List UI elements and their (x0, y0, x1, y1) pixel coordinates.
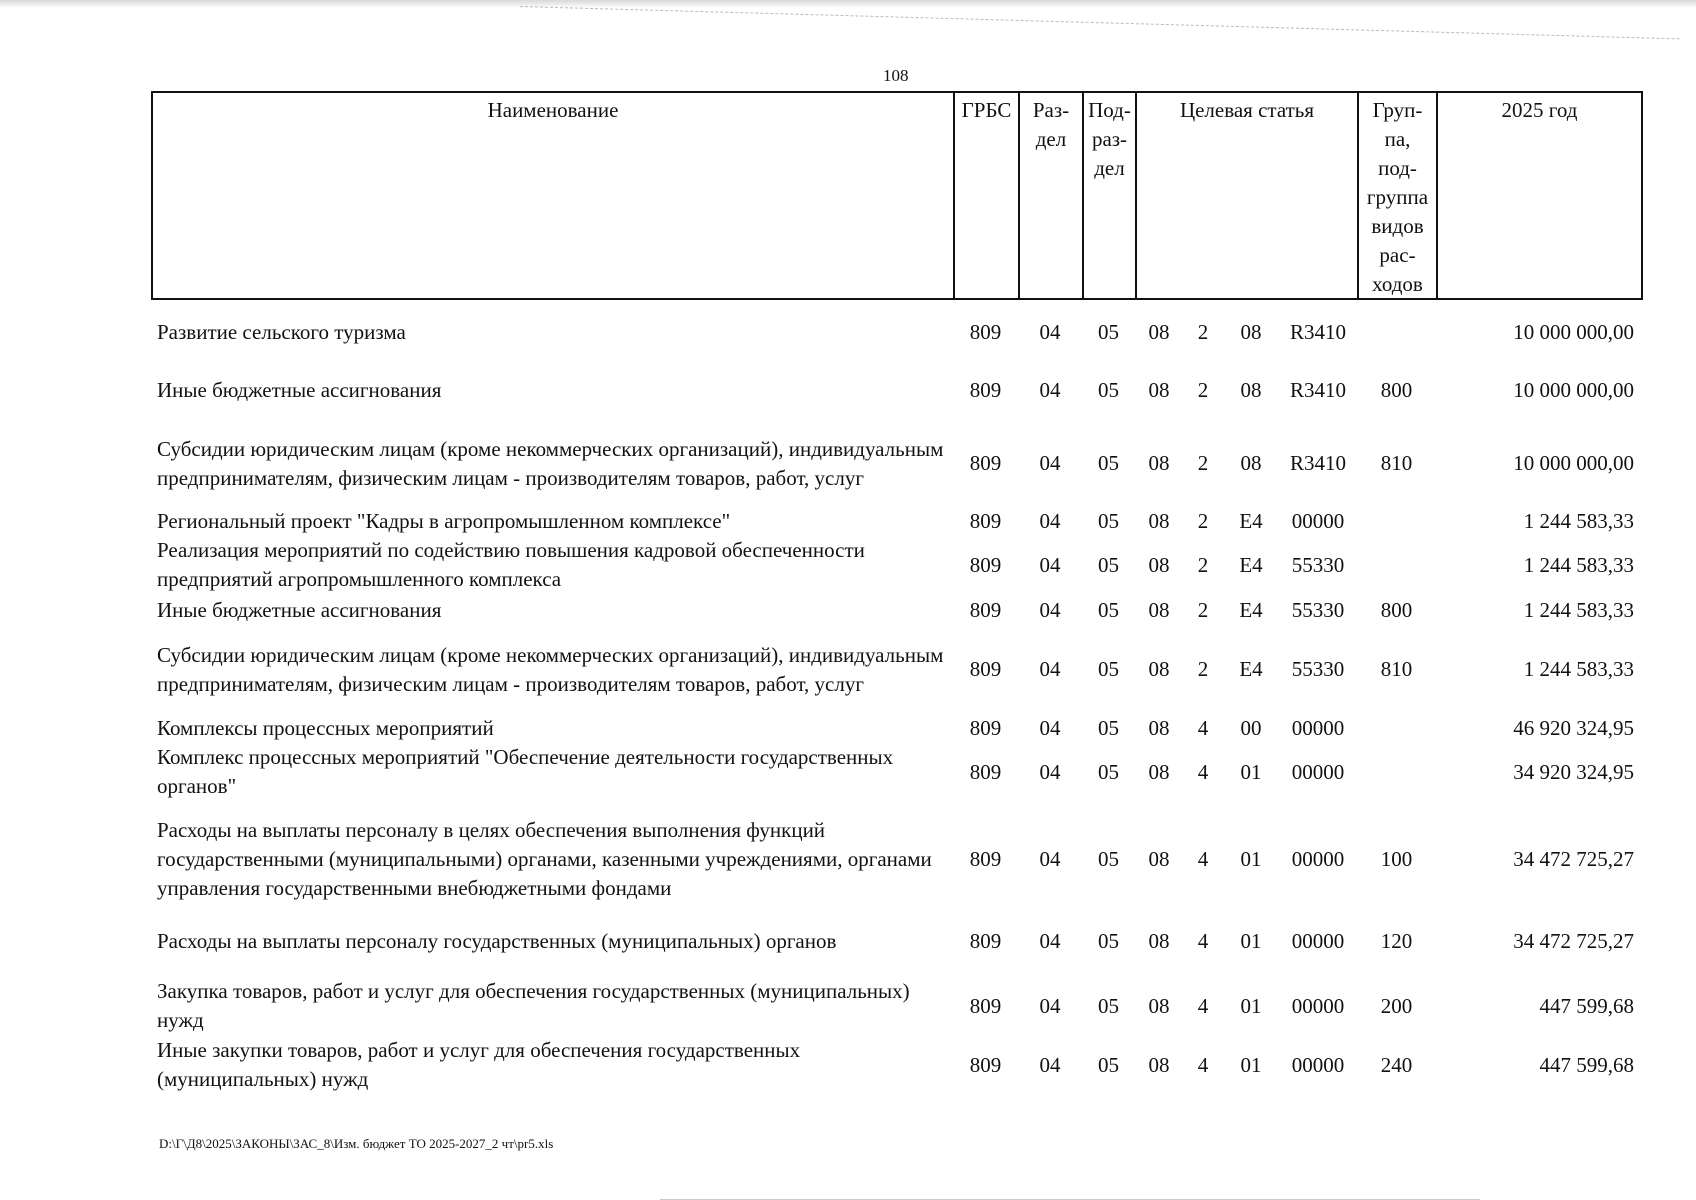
table-row (151, 626, 1643, 713)
cell-grbs: 809 (969, 377, 1002, 402)
cell-razdel: 04 (1039, 1052, 1061, 1077)
cell-expense-group: 100 (1380, 846, 1413, 871)
cell-target-structure: 01 (1240, 846, 1262, 871)
cell-amount-2025: 1 244 583,33 (1523, 657, 1634, 681)
cell-podrazdel: 05 (1098, 759, 1119, 784)
cell-expense-group: 800 (1380, 377, 1413, 402)
cell-razdel: 04 (1039, 552, 1061, 577)
cell-target-structure: 00 (1240, 715, 1262, 740)
cell-expense-group: 800 (1380, 597, 1413, 622)
cell-name: Субсидии юридическим лицам (кроме некоммерческих организаций), индивидуальным предпринимателям, физическим лицам - производителям товаров, работ, услуг (157, 436, 944, 490)
cell-target-structure: Е4 (1239, 508, 1263, 533)
cell-grbs: 809 (969, 715, 1002, 740)
cell-grbs: 809 (969, 657, 1002, 681)
cell-grbs: 809 (969, 552, 1002, 577)
table-row (151, 1036, 1643, 1094)
cell-expense-group (1357, 506, 1436, 536)
table-row (151, 713, 1643, 743)
header-group: Груп- па, под- группа видов рас- ходов (1359, 93, 1438, 298)
cell-target-program: 08 (1148, 597, 1170, 622)
table-row (151, 595, 1643, 625)
cell-name: Закупка товаров, работ и услуг для обеспечения государственных (муниципальных) нужд (157, 979, 910, 1032)
cell-target-structure: 01 (1240, 759, 1262, 784)
table-header (151, 91, 1643, 300)
table-row (151, 815, 1643, 903)
cell-amount-2025: 447 599,68 (1539, 993, 1634, 1018)
cell-target-type: 2 (1197, 657, 1209, 681)
cell-razdel: 04 (1039, 928, 1061, 953)
cell-podrazdel: 05 (1098, 508, 1119, 533)
cell-podrazdel: 05 (1098, 597, 1119, 622)
cell-razdel: 04 (1039, 715, 1061, 740)
cell-target-type: 4 (1197, 928, 1209, 953)
cell-target-program: 08 (1148, 377, 1170, 402)
cell-target-structure: 08 (1240, 451, 1262, 475)
cell-target-direction: 55330 (1291, 657, 1345, 681)
cell-target-type: 2 (1197, 552, 1209, 577)
cell-grbs: 809 (969, 846, 1002, 871)
cell-amount-2025: 10 000 000,00 (1513, 451, 1634, 475)
header-grbs: ГРБС (955, 93, 1020, 298)
cell-name: Иные бюджетные ассигнования (157, 377, 442, 402)
cell-razdel: 04 (1039, 759, 1061, 784)
cell-target-direction: R3410 (1289, 451, 1346, 475)
cell-target-program: 08 (1148, 928, 1170, 953)
cell-grbs: 809 (969, 928, 1002, 953)
footer-file-path: D:\Г\Д8\2025\ЗАКОНЫ\ЗАС_8\Изм. бюджет ТО 2025-2027_2 чт\pr5.xls (159, 1136, 554, 1151)
cell-target-program: 08 (1148, 1052, 1170, 1077)
cell-target-direction: 00000 (1291, 759, 1345, 784)
cell-target-structure: 08 (1240, 319, 1262, 344)
cell-razdel: 04 (1039, 451, 1061, 475)
cell-expense-group (1357, 315, 1436, 349)
cell-name: Региональный проект "Кадры в агропромышленном комплексе" (157, 508, 731, 533)
cell-target-structure: Е4 (1239, 552, 1263, 577)
cell-name: Развитие сельского туризма (157, 319, 406, 344)
cell-target-structure: 01 (1240, 1052, 1262, 1077)
cell-razdel: 04 (1039, 993, 1061, 1018)
cell-razdel: 04 (1039, 508, 1061, 533)
cell-podrazdel: 05 (1098, 377, 1119, 402)
cell-podrazdel: 05 (1098, 715, 1119, 740)
cell-target-type: 4 (1197, 715, 1209, 740)
cell-expense-group: 810 (1380, 657, 1413, 681)
cell-target-structure: 08 (1240, 377, 1262, 402)
cell-target-type: 2 (1197, 597, 1209, 622)
cell-target-type: 4 (1197, 1052, 1209, 1077)
table-row (151, 924, 1643, 958)
cell-target-structure: Е4 (1239, 657, 1263, 681)
cell-target-program: 08 (1148, 993, 1170, 1018)
cell-target-structure: Е4 (1239, 597, 1263, 622)
cell-target-program: 08 (1148, 759, 1170, 784)
cell-podrazdel: 05 (1098, 657, 1119, 681)
cell-expense-group (1357, 743, 1436, 801)
cell-razdel: 04 (1039, 657, 1061, 681)
cell-expense-group: 200 (1380, 993, 1413, 1018)
cell-amount-2025: 10 000 000,00 (1513, 319, 1634, 344)
cell-target-program: 08 (1148, 657, 1170, 681)
cell-name: Расходы на выплаты персоналу государственных (муниципальных) органов (157, 928, 837, 953)
header-podrazdel: Под- раз- дел (1084, 93, 1137, 298)
cell-target-direction: 55330 (1291, 597, 1345, 622)
cell-grbs: 809 (969, 759, 1002, 784)
table-row (151, 977, 1643, 1035)
cell-name: Комплексы процессных мероприятий (157, 715, 494, 740)
cell-amount-2025: 1 244 583,33 (1523, 597, 1634, 622)
cell-podrazdel: 05 (1098, 846, 1119, 871)
cell-target-type: 4 (1197, 846, 1209, 871)
header-razdel: Раз- дел (1020, 93, 1084, 298)
cell-target-program: 08 (1148, 508, 1170, 533)
cell-name: Иные закупки товаров, работ и услуг для обеспечения государственных (муниципальных) нужд (157, 1038, 801, 1091)
cell-expense-group (1357, 713, 1436, 743)
cell-target-type: 4 (1197, 993, 1209, 1018)
cell-target-program: 08 (1148, 846, 1170, 871)
cell-target-direction: 00000 (1291, 508, 1345, 533)
cell-razdel: 04 (1039, 377, 1061, 402)
cell-name: Расходы на выплаты персоналу в целях обеспечения выполнения функций государственными (муниципальными) органами, казенными учреждениями, органами управления государственными внебюджетными фондами (157, 817, 932, 900)
cell-target-direction: 00000 (1291, 846, 1345, 871)
cell-podrazdel: 05 (1098, 1052, 1119, 1077)
cell-target-program: 08 (1148, 319, 1170, 344)
cell-amount-2025: 1 244 583,33 (1523, 552, 1634, 577)
cell-amount-2025: 34 472 725,27 (1513, 928, 1634, 953)
scan-edge (0, 0, 1696, 8)
cell-razdel: 04 (1039, 846, 1061, 871)
cell-grbs: 809 (969, 319, 1002, 344)
cell-target-direction: 00000 (1291, 928, 1345, 953)
cell-target-type: 2 (1197, 319, 1209, 344)
cell-target-program: 08 (1148, 715, 1170, 740)
table-row (151, 315, 1643, 349)
cell-target-direction: 00000 (1291, 715, 1345, 740)
cell-podrazdel: 05 (1098, 319, 1119, 344)
cell-name: Субсидии юридическим лицам (кроме некоммерческих организаций), индивидуальным предпринимателям, физическим лицам - производителям товаров, работ, услуг (157, 642, 944, 696)
cell-grbs: 809 (969, 993, 1002, 1018)
cell-target-type: 2 (1197, 377, 1209, 402)
cell-grbs: 809 (969, 508, 1002, 533)
cell-podrazdel: 05 (1098, 451, 1119, 475)
table-row (151, 506, 1643, 536)
cell-target-structure: 01 (1240, 928, 1262, 953)
cell-amount-2025: 34 472 725,27 (1513, 846, 1634, 871)
cell-grbs: 809 (969, 451, 1002, 475)
cell-razdel: 04 (1039, 319, 1061, 344)
page-number: 108 (883, 66, 909, 85)
table-row (151, 373, 1643, 407)
cell-target-type: 4 (1197, 759, 1209, 784)
cell-amount-2025: 447 599,68 (1539, 1052, 1634, 1077)
scan-artifact-line (520, 6, 1680, 39)
cell-razdel: 04 (1039, 597, 1061, 622)
cell-target-structure: 01 (1240, 993, 1262, 1018)
cell-amount-2025: 34 920 324,95 (1513, 759, 1634, 784)
cell-podrazdel: 05 (1098, 993, 1119, 1018)
cell-name: Иные бюджетные ассигнования (157, 597, 442, 622)
cell-podrazdel: 05 (1098, 928, 1119, 953)
cell-name: Реализация мероприятий по содействию повышения кадровой обеспеченности предприятий агропромышленного комплекса (157, 538, 865, 591)
cell-target-direction: R3410 (1289, 377, 1346, 402)
cell-podrazdel: 05 (1098, 552, 1119, 577)
cell-expense-group: 810 (1380, 451, 1413, 475)
cell-grbs: 809 (969, 597, 1002, 622)
cell-target-direction: 00000 (1291, 993, 1345, 1018)
table-row (151, 536, 1643, 594)
cell-target-direction: 55330 (1291, 552, 1345, 577)
header-target: Целевая статья (1137, 93, 1359, 298)
cell-amount-2025: 46 920 324,95 (1513, 715, 1634, 740)
cell-amount-2025: 1 244 583,33 (1523, 508, 1634, 533)
cell-grbs: 809 (969, 1052, 1002, 1077)
cell-target-program: 08 (1148, 451, 1170, 475)
cell-target-direction: 00000 (1291, 1052, 1345, 1077)
header-year: 2025 год (1501, 98, 1578, 122)
cell-name: Комплекс процессных мероприятий "Обеспечение деятельности государственных органов" (157, 745, 894, 798)
cell-expense-group: 120 (1380, 928, 1413, 953)
header-name: Наименование (153, 93, 955, 298)
cell-amount-2025: 10 000 000,00 (1513, 377, 1634, 402)
cell-target-program: 08 (1148, 552, 1170, 577)
table-row (151, 420, 1643, 507)
table-row (151, 743, 1643, 801)
cell-expense-group (1357, 536, 1436, 594)
cell-target-type: 2 (1197, 451, 1209, 475)
cell-target-direction: R3410 (1289, 319, 1346, 344)
cell-target-type: 2 (1197, 508, 1209, 533)
cell-expense-group: 240 (1380, 1052, 1413, 1077)
